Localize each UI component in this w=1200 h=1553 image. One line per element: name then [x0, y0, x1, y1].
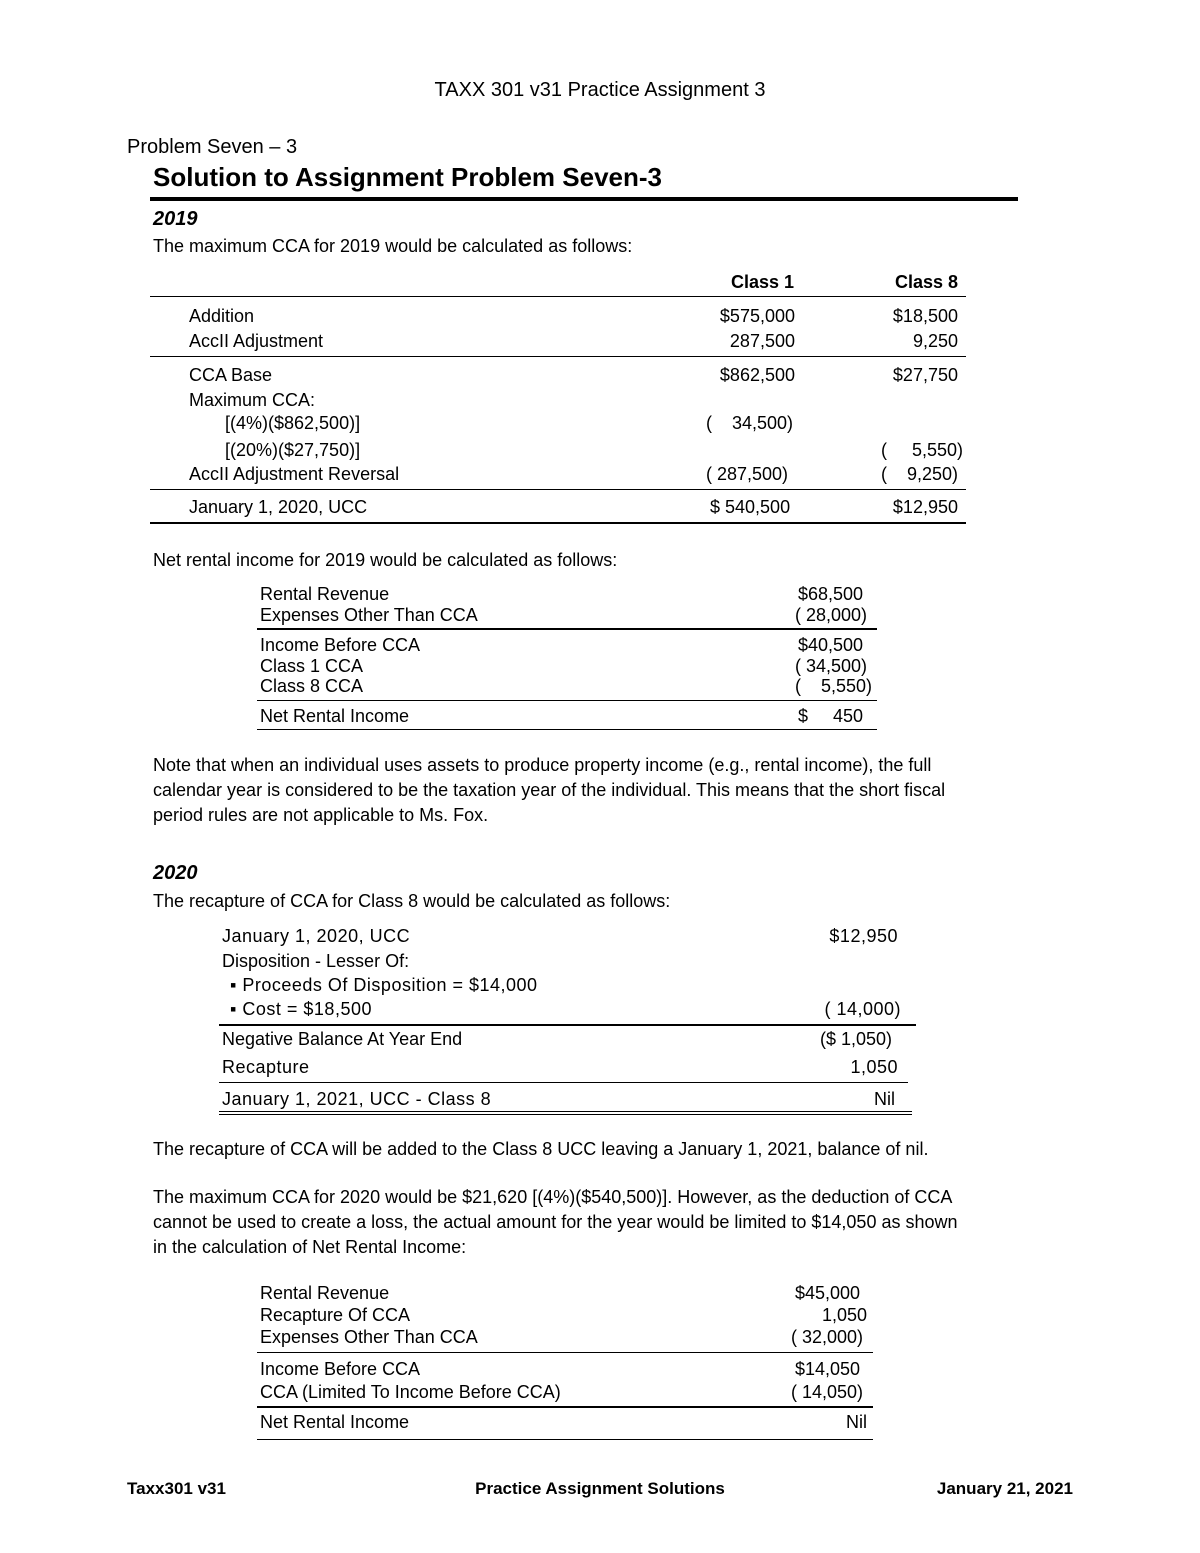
table-row-class1: $862,500: [719, 365, 795, 385]
note-line: Note that when an individual uses assets to produce property income (e.g., rental income), the full: [153, 755, 932, 775]
table-rule: [257, 1406, 873, 1408]
table-row-label: CCA (Limited To Income Before CCA): [260, 1382, 561, 1402]
footer-center: Practice Assignment Solutions: [475, 1479, 725, 1498]
table-row-label: Maximum CCA:: [189, 390, 316, 410]
cca-2019-intro: The maximum CCA for 2019 would be calculated as follows:: [153, 236, 633, 256]
table-row-label: [(4%)($862,500)]: [225, 413, 361, 433]
table-rule: [257, 1352, 873, 1353]
year-2020-heading: 2020: [153, 862, 198, 884]
rental-2019-intro: Net rental income for 2019 would be calculated as follows:: [153, 550, 618, 570]
table-row-label: Income Before CCA: [260, 635, 421, 655]
table-row-value: ( 5,550): [795, 676, 873, 696]
table-row-value: ($ 1,050): [819, 1029, 892, 1049]
table-row-label: Recapture Of CCA: [260, 1305, 411, 1325]
note-line: calendar year is considered to be the taxation year of the individual. This means that the short fiscal: [153, 780, 946, 800]
table-row-label: Rental Revenue: [260, 1283, 390, 1303]
table-rule: [257, 1439, 873, 1440]
table-row-label: Recapture: [222, 1057, 310, 1077]
table-rule: [219, 1024, 916, 1026]
table-row-value: Nil: [874, 1089, 895, 1109]
double-rule: [219, 1111, 912, 1115]
table-rule: [219, 1082, 908, 1083]
max-cca-note-line: cannot be used to create a loss, the actual amount for the year would be limited to $14,050 as shown: [153, 1212, 958, 1232]
footer-left: Taxx301 v31: [127, 1479, 226, 1498]
problem-label: Problem Seven – 3: [127, 136, 298, 158]
table-row-label: Disposition - Lesser Of:: [222, 951, 410, 971]
table-row-label: CCA Base: [189, 365, 273, 385]
table-row-label: Income Before CCA: [260, 1359, 421, 1379]
table-row-value: $14,050: [795, 1359, 861, 1379]
footer-right: January 21, 2021: [936, 1479, 1073, 1498]
table-row-value: 1,050: [821, 1305, 867, 1325]
recapture-note: The recapture of CCA will be added to the Class 8 UCC leaving a January 1, 2021, balance of nil.: [153, 1139, 929, 1159]
table-row-label: [(20%)($27,750)]: [225, 440, 361, 460]
table-row-label: AccII Adjustment: [189, 331, 324, 351]
table-row-label: Negative Balance At Year End: [222, 1029, 463, 1049]
table-row-class8: ( 5,550): [881, 440, 964, 460]
table-row-label: ▪ Proceeds Of Disposition = $14,000: [230, 975, 538, 995]
table-row-class1: 287,500: [729, 331, 795, 351]
table-row-value: ( 28,000): [795, 605, 868, 625]
table-row-class1: ( 34,500): [706, 413, 794, 433]
table-row-label: Class 1 CCA: [260, 656, 364, 676]
table-row-class8: $18,500: [892, 306, 958, 326]
table-row-class8: ( 9,250): [881, 464, 959, 484]
table-row-class1: $ 540,500: [710, 497, 791, 517]
table-row-label: Net Rental Income: [260, 1412, 410, 1432]
class1-header: Class 1: [730, 272, 794, 292]
title-rule: [150, 197, 1018, 201]
table-row-label: Expenses Other Than CCA: [260, 605, 478, 625]
table-row-value: ( 14,050): [791, 1382, 864, 1402]
table-row-label: Net Rental Income: [260, 706, 410, 726]
table-row-class1: ( 287,500): [706, 464, 789, 484]
recapture-2020-intro: The recapture of CCA for Class 8 would be calculated as follows:: [153, 891, 671, 911]
table-row-label: Addition: [189, 306, 255, 326]
table-row-value: ( 34,500): [795, 656, 868, 676]
table-row-class8: $12,950: [892, 497, 958, 517]
table-row-class1: $575,000: [719, 306, 795, 326]
table-rule: [150, 356, 966, 357]
table-row-value: Nil: [846, 1412, 867, 1432]
year-2019-heading: 2019: [153, 208, 198, 230]
table-row-value: 1,050: [850, 1057, 898, 1077]
table-rule: [150, 522, 966, 524]
table-rule: [257, 700, 877, 701]
table-row-label: Class 8 CCA: [260, 676, 364, 696]
page-header-title: TAXX 301 v31 Practice Assignment 3: [434, 79, 766, 101]
table-row-value: $ 450: [798, 706, 864, 726]
table-row-label: January 1, 2020, UCC: [189, 497, 368, 517]
table-rule: [150, 489, 966, 490]
table-row-label: Expenses Other Than CCA: [260, 1327, 478, 1347]
solution-title: Solution to Assignment Problem Seven-3: [153, 162, 662, 192]
max-cca-note-line: in the calculation of Net Rental Income:: [153, 1237, 467, 1257]
table-row-class8: 9,250: [912, 331, 958, 351]
table-row-label: ▪ Cost = $18,500: [230, 999, 372, 1019]
table-row-label: Rental Revenue: [260, 584, 390, 604]
table-row-value: ( 14,000): [824, 999, 901, 1019]
table-row-value: $68,500: [798, 584, 864, 604]
class8-header: Class 8: [894, 272, 958, 292]
table-row-value: $40,500: [798, 635, 864, 655]
table-rule: [257, 729, 877, 730]
note-line: period rules are not applicable to Ms. Fox.: [153, 805, 489, 825]
table-row-value: $12,950: [829, 926, 898, 946]
table-rule: [150, 296, 966, 297]
table-row-value: ( 32,000): [791, 1327, 864, 1347]
max-cca-note-line: The maximum CCA for 2020 would be $21,620 [(4%)($540,500)]. However, as the deduction of CCA: [153, 1187, 953, 1207]
table-row-value: $45,000: [795, 1283, 861, 1303]
table-row-label: AccII Adjustment Reversal: [189, 464, 400, 484]
table-row-class8: $27,750: [892, 365, 958, 385]
table-row-label: January 1, 2021, UCC - Class 8: [222, 1089, 492, 1109]
table-rule: [257, 628, 877, 630]
table-row-label: January 1, 2020, UCC: [222, 926, 411, 946]
